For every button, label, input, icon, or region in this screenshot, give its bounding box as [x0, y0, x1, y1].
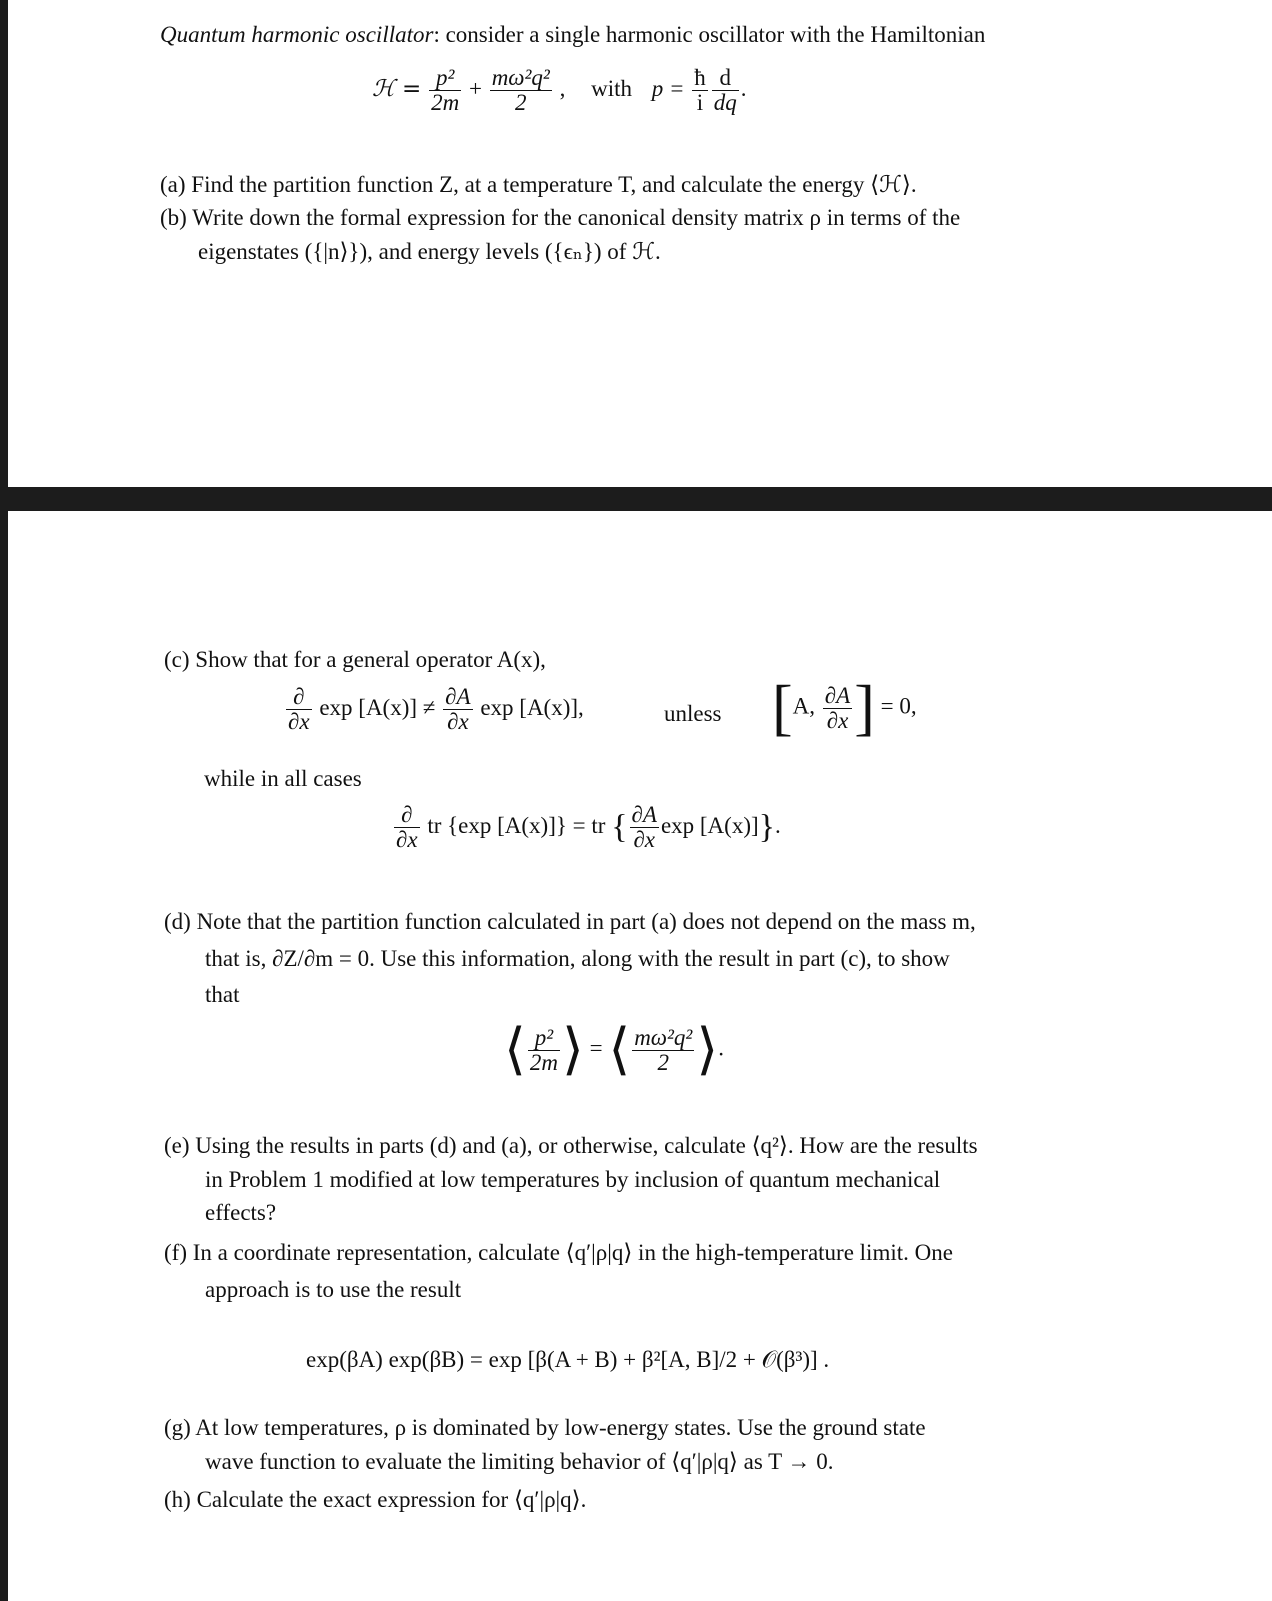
- part-a: (a) Find the partition function Z, at a temperature T, and calculate the energy ⟨ℋ⟩.: [160, 172, 917, 197]
- frac-dA-dx-2: $\frac{\partial A}{\partial x}$: [631, 802, 657, 852]
- part-g-line1: (g) At low temperatures, ρ is dominated by low-energy states. Use the ground state: [164, 1415, 926, 1440]
- hamiltonian-lhs: ℋ =: [372, 75, 422, 102]
- momentum-def: p =: [651, 75, 685, 101]
- part-g-line2: wave function to evaluate the limiting behavior of ⟨q′|ρ|q⟩ as T → 0.: [205, 1449, 834, 1474]
- plus-sign: +: [468, 75, 482, 101]
- part-f-line1: (f) In a coordinate representation, calculate ⟨q′|ρ|q⟩ in the high-temperature limit. One: [164, 1240, 953, 1265]
- part-b-line2: eigenstates ({|n⟩}), and energy levels ({ϵₙ}) of ℋ.: [198, 239, 661, 264]
- equation-c2: $\frac{\partial}{\partial x}$ tr {exp [A(x)]} = tr { $\frac{\partial A}{\partial x}$ exp [A(x)]}.: [396, 802, 781, 852]
- intro-text: : consider a single harmonic oscillator with the Hamiltonian: [433, 22, 986, 47]
- while-text: while in all cases: [204, 766, 362, 791]
- frac-partial-2: $\frac{\partial}{\partial x}$: [396, 802, 418, 852]
- part-d-line2: that is, ∂Z/∂m = 0. Use this information, along with the result in part (c), to show: [205, 946, 950, 971]
- hamiltonian-equation: ℋ = $\frac{\text{p²}}{2m}$ + $\frac{\text{mω²q²}}{2}$ , with p = $\frac{ħ}{i}$ $\frac{d}{dq}$ .: [372, 65, 747, 115]
- frac-potential-avg: $\frac{\text{mω²q²}}{2}$: [634, 1024, 693, 1075]
- part-e-line2: in Problem 1 modified at low temperatures by inclusion of quantum mechanical: [205, 1167, 941, 1192]
- part-b-line1: (b) Write down the formal expression for the canonical density matrix ρ in terms of the: [160, 205, 961, 230]
- with-word: with: [591, 75, 632, 101]
- part-e-line1: (e) Using the results in parts (d) and (a), or otherwise, calculate ⟨q²⟩. How are the results: [164, 1133, 978, 1158]
- equation-d: ⟨ $\frac{\text{p²}}{2m}$ ⟩ = ⟨ $\frac{\text{mω²q²}}{2}$ ⟩.: [504, 1019, 724, 1081]
- part-e-line3: effects?: [205, 1200, 277, 1225]
- frac-d-dq: $\frac{d}{dq}$: [713, 65, 737, 115]
- part-d-line3: that: [205, 982, 240, 1007]
- part-f-line2: approach is to use the result: [205, 1277, 462, 1302]
- frac-comm: $\frac{\partial A}{\partial x}$: [824, 682, 851, 733]
- page-top: [8, 0, 1272, 487]
- equation-f: exp(βA) exp(βB) = exp [β(A + B) + β²[A, B]/2 + 𝒪(β³)] .: [306, 1347, 830, 1372]
- frac-kinetic: $\frac{\text{p²}}{2m}$: [431, 65, 460, 115]
- part-d-line1: (d) Note that the partition function calculated in part (a) does not depend on the mass m,: [164, 909, 976, 934]
- frac-dA-dx: $\frac{\partial A}{\partial x}$: [445, 684, 471, 734]
- frac-kinetic-avg: $\frac{\text{p²}}{2m}$: [529, 1024, 558, 1075]
- unless-word: unless: [664, 701, 722, 726]
- frac-partial: $\frac{\partial}{\partial x}$: [288, 684, 310, 734]
- equation-c1: $\frac{\partial}{\partial x}$ exp [A(x)] ≠ $\frac{\partial A}{\partial x}$ exp [A(x)],: [288, 684, 584, 734]
- frac-hbar-i: $\frac{ħ}{i}$: [694, 65, 706, 115]
- part-h: (h) Calculate the exact expression for ⟨q′|ρ|q⟩.: [164, 1487, 587, 1512]
- intro-line: [160, 20, 985, 50]
- commutator: [A, $\frac{\partial A}{\partial x}$ ] = 0,: [772, 674, 917, 742]
- page-bottom: [8, 511, 1272, 1601]
- intro-title: Quantum harmonic oscillator: [160, 22, 434, 47]
- frac-potential: $\frac{\text{mω²q²}}{2}$: [491, 65, 550, 115]
- part-c-intro: (c) Show that for a general operator A(x),: [164, 647, 546, 672]
